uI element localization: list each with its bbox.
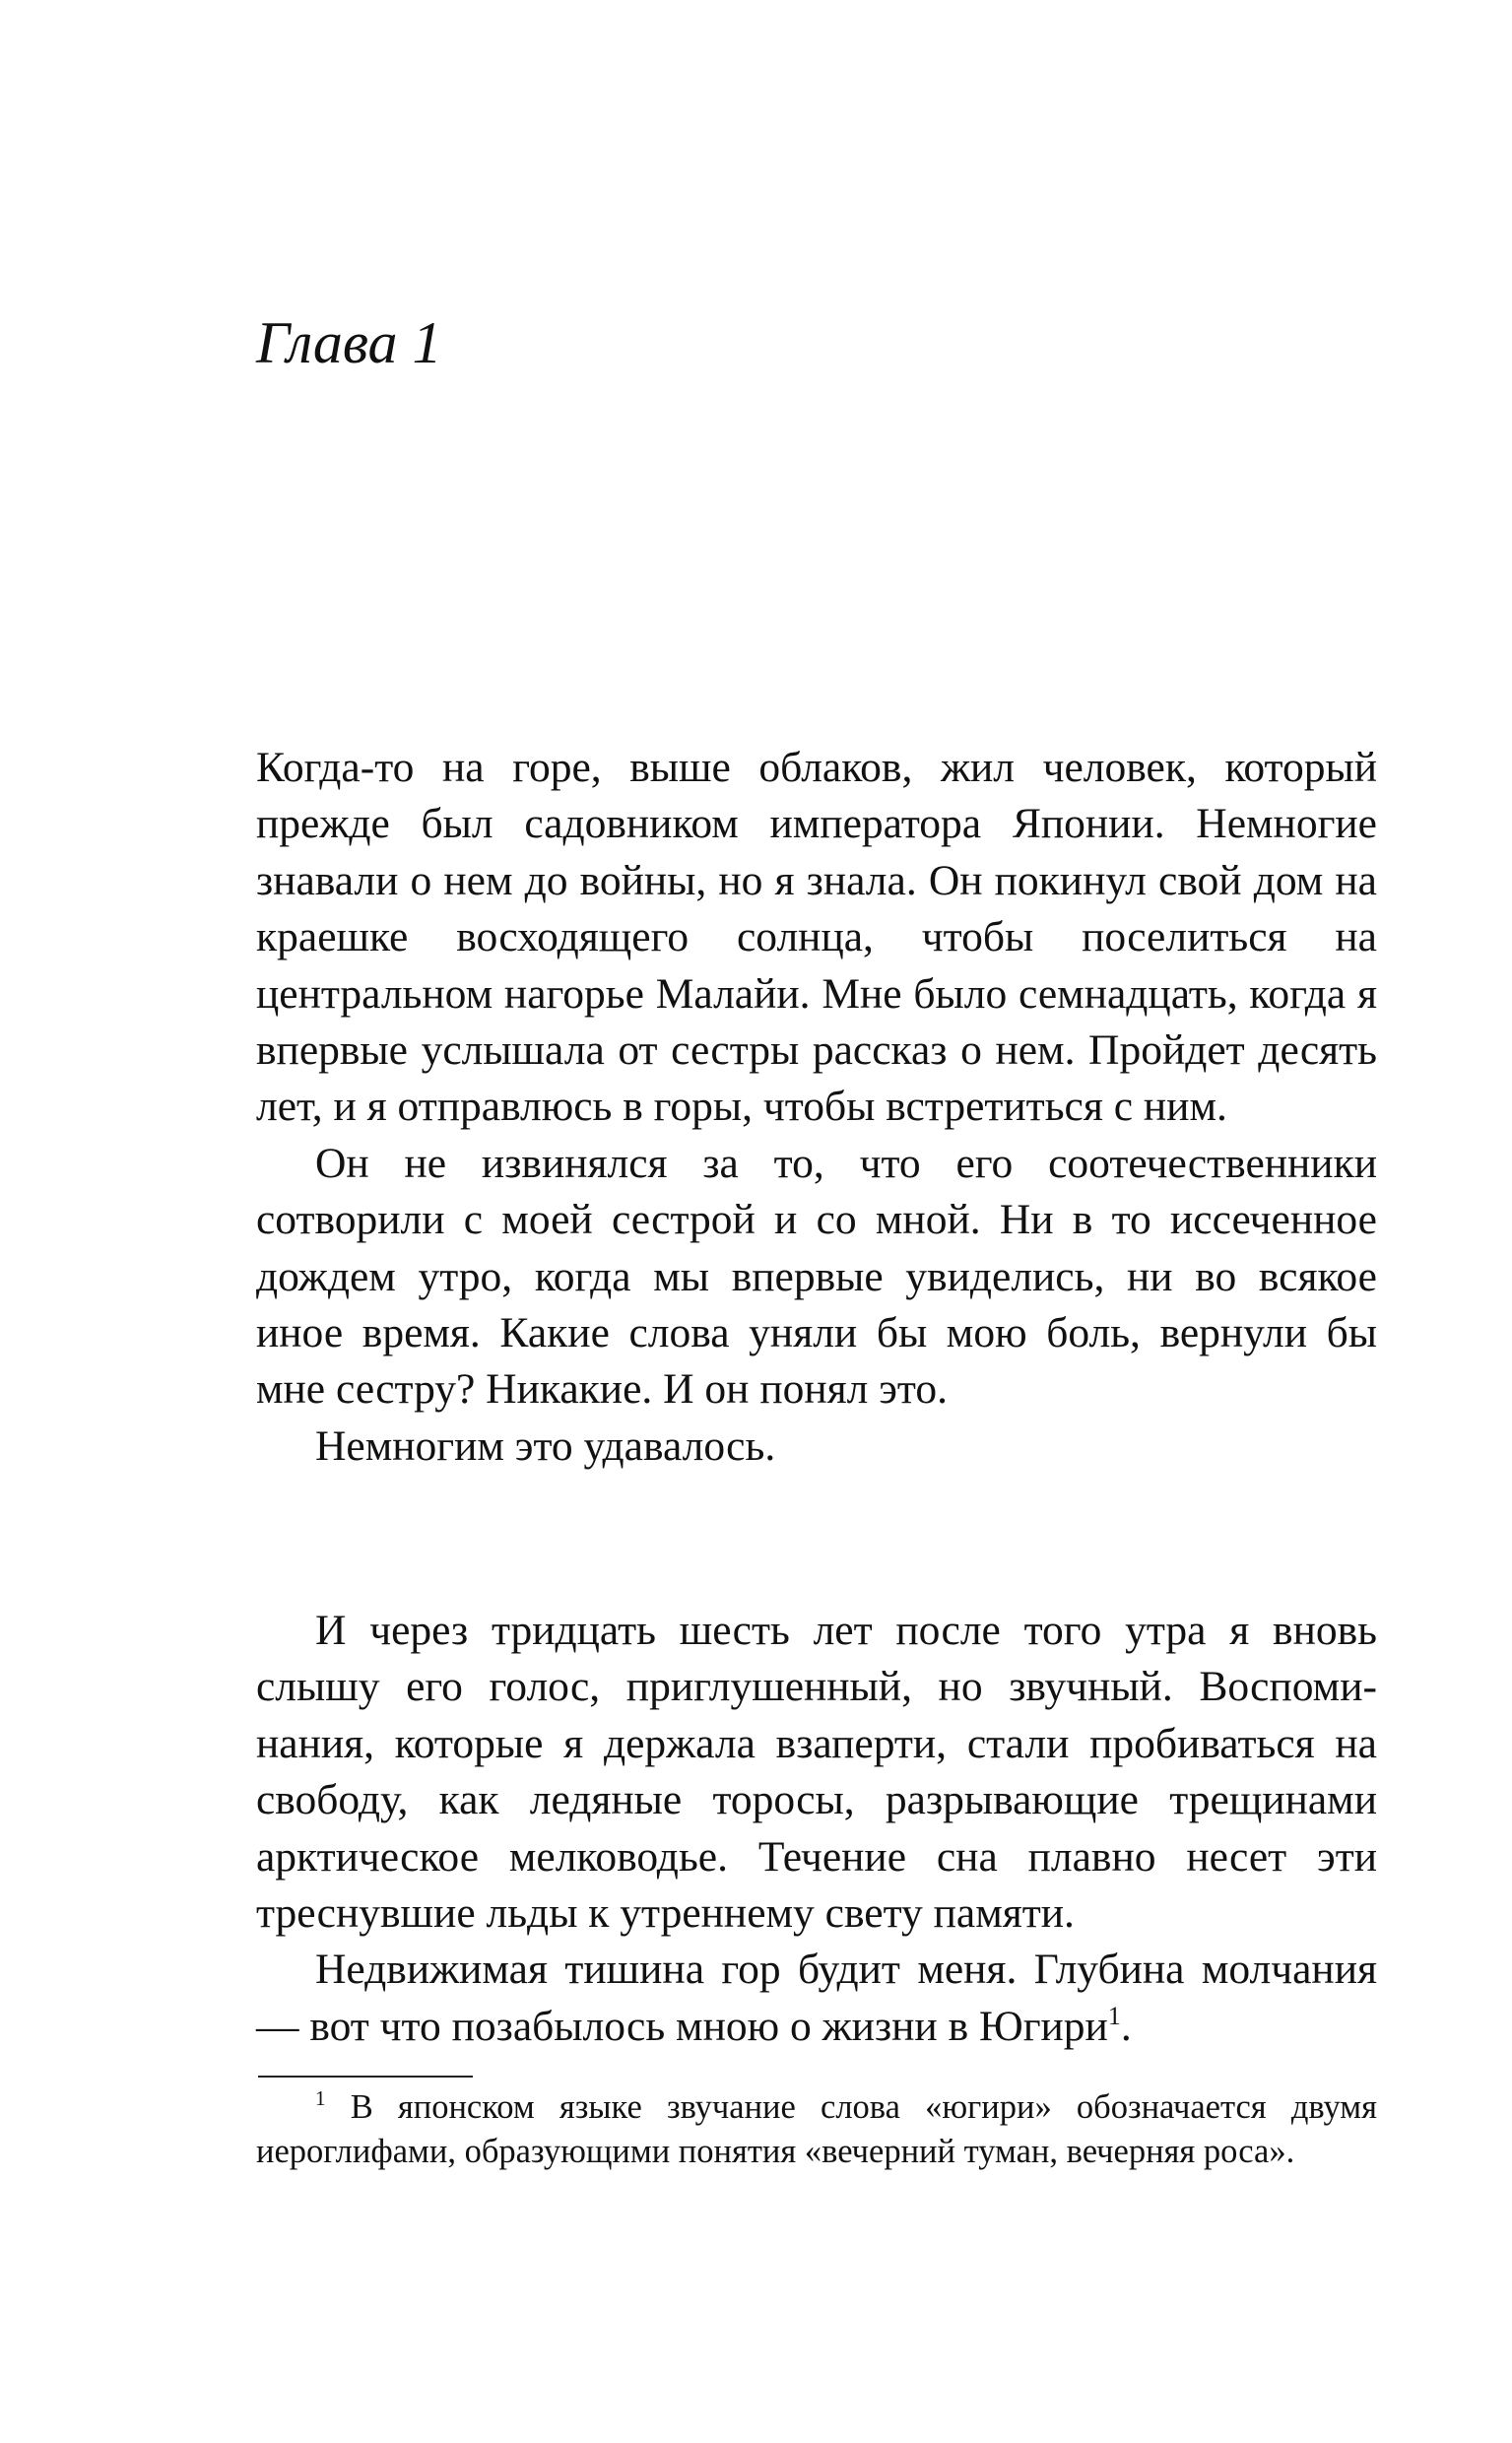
- chapter-title: Глава 1: [256, 310, 442, 375]
- paragraph-4: И через тридцать шесть лет после того утра я вновь слышу его голос, приглушенный, но звучный. Воспоминания, которые я держала взаперти, стали пробиваться на свободу, как ледяные торосы, разрывающие трещинами арктическое мелководье. Течение сна плавно несет эти треснувшие льды к утреннему свету памяти.: [256, 1607, 1377, 1938]
- text-section-2: [256, 1603, 1377, 2055]
- footnote: [256, 2085, 1377, 2174]
- footnote-divider: [258, 2076, 473, 2078]
- text-section-1: [256, 740, 1377, 1475]
- footnote-reference[interactable]: 1: [1107, 2001, 1121, 2030]
- paragraph-5-text: Недвижимая тишина гор будит меня. Глубина молчания — вот что позабылось мною о жизни в Югири: [256, 1946, 1377, 2050]
- footnote-marker: 1: [315, 2086, 326, 2110]
- paragraph-5: [256, 1942, 1377, 2055]
- paragraph-2: Он не извинялся за то, что его соотечественники сотворили с моей сестрой и со мной. Ни в то иссеченное дождем утро, когда мы впервые увиделись, ни во всякое иное время. Какие слова уняли бы мою боль, вернули бы мне сестру? Никакие. И он понял это.: [256, 1139, 1377, 1414]
- footnote-text: В японском языке звучание слова «югири» обозначается двумя иероглифами, образующими понятия «вечерний туман, вечерняя роса».: [256, 2088, 1377, 2170]
- paragraph-3: Немногим это удавалось.: [315, 1421, 776, 1470]
- paragraph-1: Когда-то на горе, выше облаков, жил человек, который прежде был садовником императора Японии. Немногие знавали о нем до войны, но я знала. Он покинул свой дом на краешке восходящего солнца, чтобы поселиться на центральном нагорье Малайи. Мне было семнадцать, когда я впервые услышала от сестры рассказ о нем. Пройдет десять лет, и я отправлюсь в горы, чтобы встретиться с ним.: [256, 744, 1377, 1131]
- paragraph-5-end: .: [1120, 2002, 1132, 2050]
